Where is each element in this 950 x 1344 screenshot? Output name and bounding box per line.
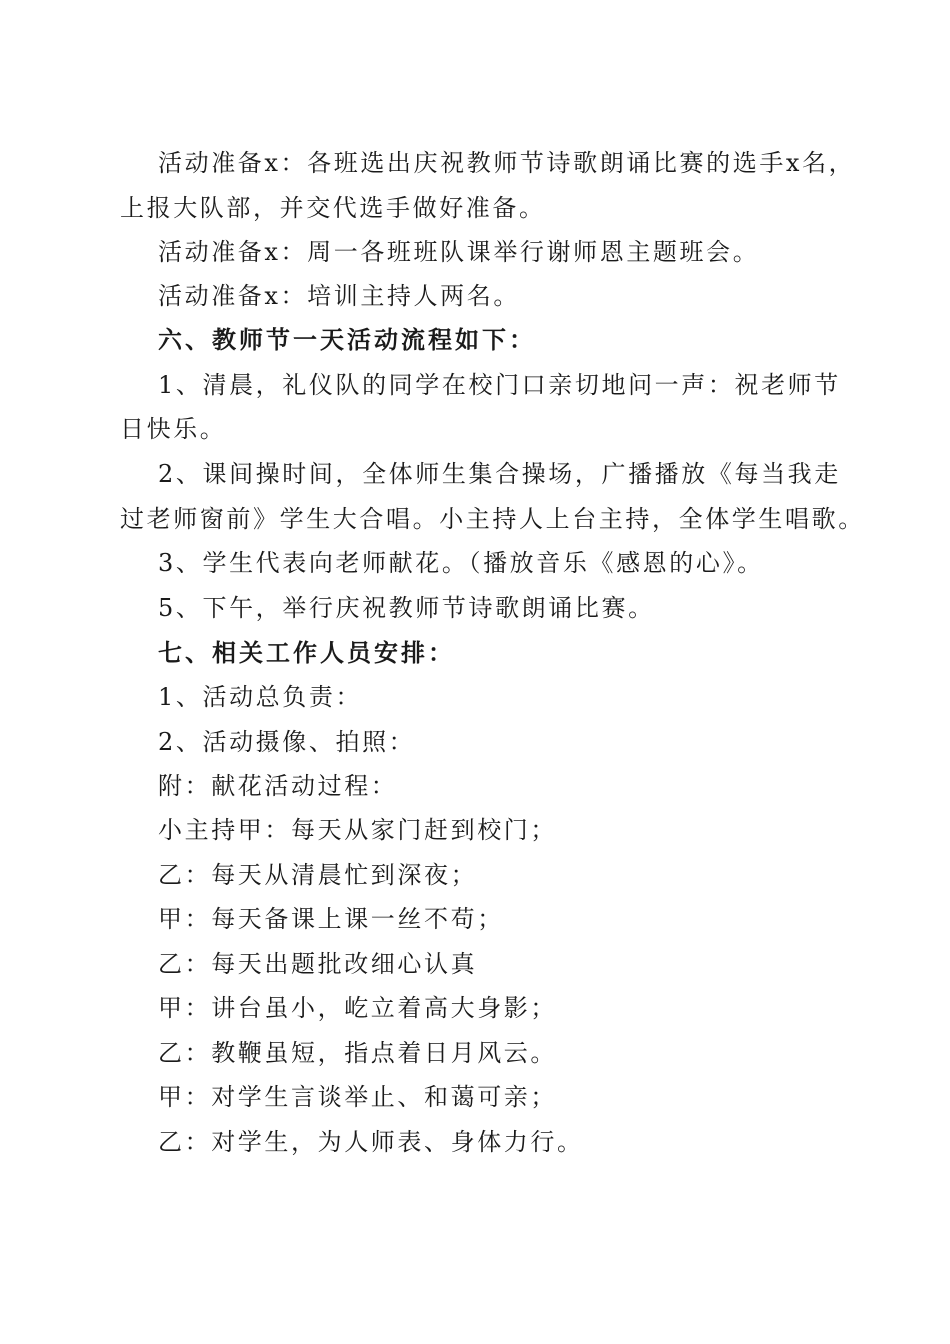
- paragraph-line: 2、课间操时间，全体师生集合操场，广播播放《每当我走: [158, 460, 841, 488]
- paragraph-line: 附：献花活动过程：: [158, 772, 398, 800]
- paragraph-line: 过老师窗前》学生大合唱。小主持人上台主持，全体学生唱歌。: [120, 505, 865, 533]
- dialogue-line: 甲：对学生言谈举止、和蔼可亲；: [158, 1083, 557, 1111]
- dialogue-line: 乙：教鞭虽短，指点着日月风云。: [158, 1039, 557, 1067]
- section-heading-six: 六、教师节一天活动流程如下：: [158, 326, 536, 354]
- dialogue-line: 乙：对学生，为人师表、身体力行。: [158, 1128, 584, 1156]
- dialogue-line: 甲：每天备课上课一丝不苟；: [158, 905, 504, 933]
- paragraph-line: 上报大队部，并交代选手做好准备。: [120, 194, 546, 222]
- dialogue-line: 乙：每天出题批改细心认真: [158, 950, 478, 978]
- paragraph-line: 5、下午，举行庆祝教师节诗歌朗诵比赛。: [158, 594, 655, 622]
- section-heading-seven: 七、相关工作人员安排：: [158, 639, 455, 667]
- paragraph-line: 1、清晨，礼仪队的同学在校门口亲切地问一声：祝老师节: [158, 371, 841, 399]
- dialogue-line: 乙：每天从清晨忙到深夜；: [158, 861, 478, 889]
- paragraph-line: 活动准备x：各班选出庆祝教师节诗歌朗诵比赛的选手x名，: [158, 149, 856, 177]
- paragraph-line: 活动准备x：培训主持人两名。: [158, 282, 520, 310]
- paragraph-line: 活动准备x：周一各班班队课举行谢师恩主题班会。: [158, 238, 760, 266]
- paragraph-line: 2、活动摄像、拍照：: [158, 728, 416, 756]
- paragraph-line: 日快乐。: [120, 415, 227, 443]
- paragraph-line: 3、学生代表向老师献花。（播放音乐《感恩的心》。: [158, 549, 764, 577]
- paragraph-line: 1、活动总负责：: [158, 683, 363, 711]
- dialogue-line: 小主持甲：每天从家门赶到校门；: [158, 816, 557, 844]
- dialogue-line: 甲：讲台虽小，屹立着高大身影；: [158, 994, 557, 1022]
